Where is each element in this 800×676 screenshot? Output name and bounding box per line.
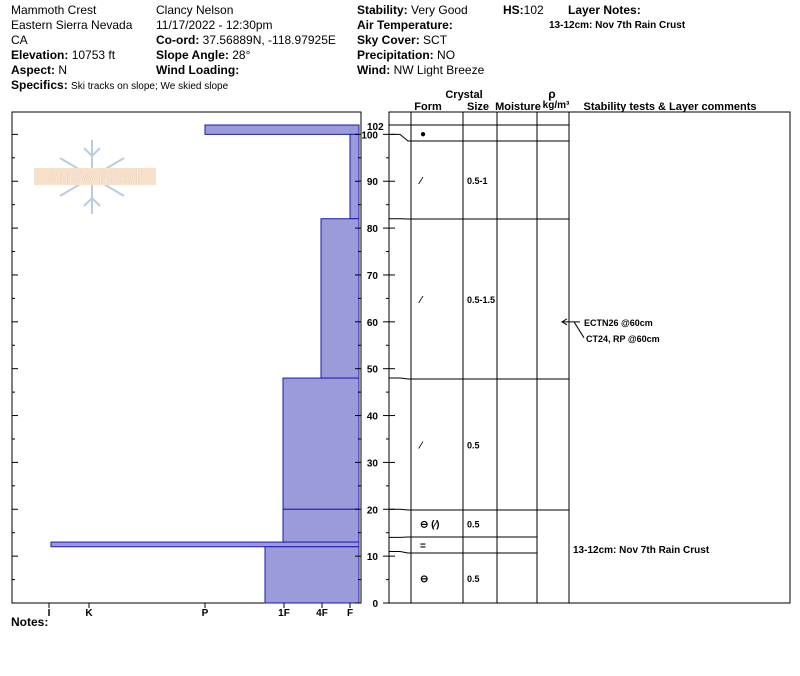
header-rho: ρ	[548, 87, 556, 101]
layer-form-5: =	[420, 541, 426, 552]
stability-test-0: ECTN26 @60cm	[584, 317, 653, 328]
precipitation: Precipitation: NO	[357, 48, 456, 62]
layer-size-1: 0.5-1	[467, 176, 488, 186]
hardness-bar-6	[265, 547, 359, 603]
snow-height: HS:102	[503, 3, 544, 17]
snowpilot-logo	[34, 140, 156, 214]
layer-connector-4	[389, 509, 411, 510]
header-size: Size	[466, 101, 490, 113]
location-name: Mammoth Crest	[11, 3, 97, 17]
sky-cover: Sky Cover: SCT	[357, 33, 448, 47]
layer-size-2: 0.5-1.5	[467, 295, 496, 305]
layer-connector-3	[389, 378, 411, 379]
header-moisture: Moisture	[495, 101, 541, 113]
hardness-bar-2	[321, 219, 359, 378]
header-stability: Stability tests & Layer comments	[583, 101, 757, 113]
layer-size-3: 0.5	[467, 440, 480, 451]
layer-form-4: ⊖ (⁄)	[420, 519, 440, 531]
hardness-tick-label-I: I	[47, 608, 51, 619]
hardness-tick-label-1F: 1F	[278, 608, 290, 619]
hardness-bar-5	[51, 542, 359, 547]
depth-label-0: 0	[372, 599, 378, 610]
layer-connector-6	[389, 551, 411, 553]
hardness-bar-4	[283, 509, 359, 542]
layer-form-6: ⊖	[420, 574, 429, 585]
observer-name: Clancy Nelson	[156, 3, 234, 17]
depth-label-90: 90	[366, 177, 378, 189]
stability: Stability: Very Good	[357, 3, 468, 17]
hardness-bar-1	[350, 134, 359, 218]
coordinates: Co-ord: 37.56889N, -118.97925E	[156, 33, 336, 47]
wind: Wind: NW Light Breeze	[357, 63, 485, 77]
hardness-bar-0	[205, 125, 359, 134]
layer-form-2: ⁄	[420, 295, 422, 306]
hardness-tick-label-P: P	[201, 608, 209, 619]
layer-form-1: ⁄	[420, 176, 422, 187]
obs-datetime: 11/17/2022 - 12:30pm	[156, 18, 273, 32]
layer-size-4: 0.5	[467, 519, 480, 530]
depth-label-100: 100	[361, 130, 378, 142]
elevation: Elevation: 10753 ft	[11, 48, 116, 62]
layer-note-entry: 13-12cm: Nov 7th Rain Crust	[549, 20, 686, 31]
wind-loading: Wind Loading:	[156, 63, 240, 77]
notes-label: Notes:	[11, 615, 49, 629]
slope-angle: Slope Angle: 28°	[156, 48, 251, 62]
depth-label-10: 10	[366, 552, 378, 564]
depth-top-label: 102	[367, 122, 384, 133]
depth-label-20: 20	[366, 505, 378, 517]
layer-size-6: 0.5	[467, 574, 480, 584]
range-name: Eastern Sierra Nevada	[11, 18, 133, 32]
hardness-bar-3	[283, 378, 359, 509]
depth-label-40: 40	[366, 411, 378, 423]
state-name: CA	[11, 33, 28, 47]
layer-comment-0: 13-12cm: Nov 7th Rain Crust	[573, 545, 710, 556]
layer-notes: Layer Notes:	[568, 3, 641, 17]
hardness-tick-label-F: F	[346, 608, 354, 619]
stability-test-leader	[574, 322, 584, 338]
depth-label-50: 50	[366, 364, 378, 376]
layer-form-3: ⁄	[420, 440, 422, 452]
layer-rows	[389, 125, 569, 603]
depth-label-70: 70	[366, 270, 378, 282]
air-temperature: Air Temperature:	[357, 18, 453, 32]
depth-label-60: 60	[366, 317, 378, 329]
layer-table-frame	[389, 112, 790, 603]
depth-label-80: 80	[366, 224, 378, 236]
depth-axis	[361, 130, 395, 610]
stability-test-1: CT24, RP @60cm	[586, 333, 660, 344]
header-form: Form	[414, 101, 442, 113]
aspect: Aspect: N	[11, 63, 68, 77]
layer-connector-1	[389, 134, 411, 141]
hardness-tick-label-4F: 4F	[316, 608, 328, 619]
specifics: Specifics: Ski tracks on slope; We skied slope	[11, 78, 229, 92]
layer-form-0: ●	[420, 129, 427, 140]
header-crystal: Crystal	[445, 89, 483, 101]
hardness-bars	[51, 125, 359, 603]
header-density: kg/m³	[542, 100, 570, 111]
hardness-tick-label-K: K	[85, 608, 93, 619]
depth-label-30: 30	[366, 458, 378, 470]
logo-text: SNOW PILOT	[47, 169, 143, 186]
hardness-axis	[48, 603, 353, 619]
stability-tests	[562, 318, 710, 556]
